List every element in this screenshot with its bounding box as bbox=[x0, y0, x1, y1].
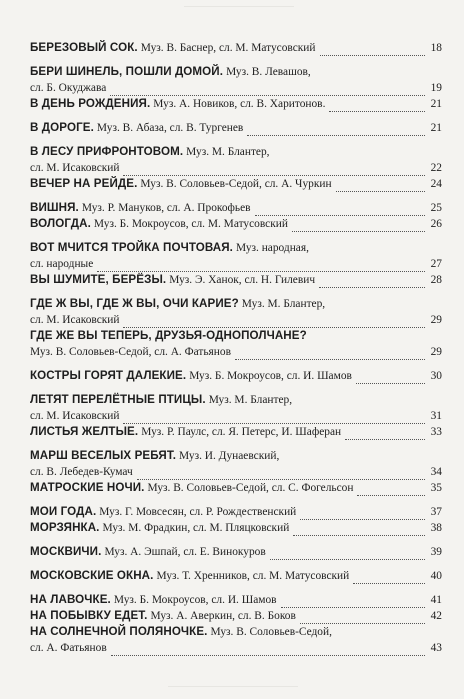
dot-leader bbox=[255, 205, 425, 216]
toc-entry bbox=[30, 240, 442, 272]
page-number: 19 bbox=[430, 82, 442, 94]
song-title: В ДЕНЬ РОЖДЕНИЯ. bbox=[30, 97, 151, 110]
toc-entry-first-line bbox=[30, 392, 442, 408]
toc-entry bbox=[30, 96, 442, 112]
song-title: ГДЕ ЖЕ ВЫ ТЕПЕРЬ, ДРУЗЬЯ-ОДНОПОЛЧАНЕ? bbox=[30, 329, 307, 342]
toc-entry bbox=[30, 328, 442, 360]
toc-entry-continuation bbox=[30, 464, 442, 480]
page-number: 37 bbox=[430, 506, 442, 518]
song-credits-continued: сл. М. Исаковский bbox=[30, 314, 120, 326]
toc-entry-first-line bbox=[30, 424, 442, 440]
toc-entry-first-line bbox=[30, 504, 442, 520]
toc-entry bbox=[30, 296, 442, 328]
song-credits: Муз. В. Соловьев-Седой, bbox=[210, 626, 332, 638]
page-number: 26 bbox=[430, 218, 442, 230]
song-credits: Муз. Р. Паулс, сл. Я. Петерс, И. Шаферан bbox=[141, 426, 342, 438]
song-credits-continued: сл. М. Исаковский bbox=[30, 410, 120, 422]
dot-leader bbox=[123, 317, 424, 328]
toc-entry-first-line bbox=[30, 296, 442, 312]
toc-entry-continuation bbox=[30, 80, 442, 96]
toc-entry-first-line bbox=[30, 216, 442, 232]
toc-entry-first-line bbox=[30, 328, 442, 344]
song-title: НА ЛАВОЧКЕ. bbox=[30, 593, 111, 606]
toc-entry bbox=[30, 520, 442, 536]
toc-entry-first-line bbox=[30, 64, 442, 80]
song-title: В ДОРОГЕ. bbox=[30, 121, 94, 134]
dot-leader bbox=[353, 573, 424, 584]
song-credits: Муз. А. Новиков, сл. В. Харитонов. bbox=[153, 98, 326, 110]
dot-leader bbox=[300, 509, 424, 520]
toc-entry-first-line bbox=[30, 120, 442, 136]
toc-entry bbox=[30, 200, 442, 216]
dot-leader bbox=[137, 469, 425, 480]
song-credits: Муз. В. Левашов, bbox=[226, 66, 311, 78]
dot-leader bbox=[111, 645, 425, 656]
toc-entry-first-line bbox=[30, 368, 442, 384]
toc-entry bbox=[30, 448, 442, 480]
dot-leader bbox=[336, 181, 425, 192]
toc-entry bbox=[30, 608, 442, 624]
page-number: 41 bbox=[430, 594, 442, 606]
toc-entry bbox=[30, 504, 442, 520]
song-credits: Муз. Э. Ханок, сл. Н. Гилевич bbox=[169, 274, 316, 286]
page-number: 27 bbox=[430, 258, 442, 270]
page-number: 43 bbox=[430, 642, 442, 654]
toc-entry bbox=[30, 272, 442, 288]
toc-entry-first-line bbox=[30, 480, 442, 496]
dot-leader bbox=[356, 373, 425, 384]
toc-entry-first-line bbox=[30, 176, 442, 192]
dot-leader bbox=[110, 85, 424, 96]
song-title: МОСКОВСКИЕ ОКНА. bbox=[30, 569, 154, 582]
song-title: МОСКВИЧИ. bbox=[30, 545, 102, 558]
song-title: МОРЗЯНКА. bbox=[30, 521, 100, 534]
toc-entry-continuation bbox=[30, 344, 442, 360]
toc-entry-continuation bbox=[30, 312, 442, 328]
page-footer-mark bbox=[168, 676, 298, 687]
toc-entry-continuation bbox=[30, 408, 442, 424]
toc-entry bbox=[30, 592, 442, 608]
dot-leader bbox=[345, 429, 424, 440]
page-number: 22 bbox=[430, 162, 442, 174]
song-credits: Муз. В. Соловьев-Седой, сл. А. Чуркин bbox=[140, 178, 332, 190]
page-number: 38 bbox=[430, 522, 442, 534]
toc-entry bbox=[30, 64, 442, 96]
toc-entry-first-line bbox=[30, 40, 442, 56]
page-number: 21 bbox=[430, 122, 442, 134]
toc-entry-first-line bbox=[30, 544, 442, 560]
page-number: 29 bbox=[430, 346, 442, 358]
song-credits-continued: сл. Б. Окуджава bbox=[30, 82, 107, 94]
page-number: 28 bbox=[430, 274, 442, 286]
song-credits-continued: сл. А. Фатьянов bbox=[30, 642, 107, 654]
song-credits: Муз. А. Эшпай, сл. Е. Винокуров bbox=[104, 546, 266, 558]
song-credits: Муз. М. Блантер, bbox=[208, 394, 293, 406]
toc-entry bbox=[30, 568, 442, 584]
song-credits: Муз. М. Фрадкин, сл. М. Пляцковский bbox=[102, 522, 290, 534]
toc-entry bbox=[30, 480, 442, 496]
song-credits: Муз. В. Баснер, сл. М. Матусовский bbox=[140, 42, 316, 54]
song-title: В ЛЕСУ ПРИФРОНТОВОМ. bbox=[30, 145, 184, 158]
song-credits: Муз. М. Блантер, bbox=[186, 146, 270, 158]
dot-leader bbox=[270, 549, 425, 560]
song-title: ГДЕ Ж ВЫ, ГДЕ Ж ВЫ, ОЧИ КАРИЕ? bbox=[30, 297, 239, 310]
page-number: 25 bbox=[430, 202, 442, 214]
page-header-mark bbox=[184, 6, 294, 25]
toc-entry bbox=[30, 424, 442, 440]
song-title: МАРШ ВЕСЕЛЫХ РЕБЯТ. bbox=[30, 449, 177, 462]
dot-leader bbox=[123, 413, 424, 424]
page-number: 18 bbox=[430, 42, 442, 54]
page-number: 30 bbox=[430, 370, 442, 382]
toc-entry-continuation bbox=[30, 160, 442, 176]
toc-entry bbox=[30, 368, 442, 384]
toc-entry-first-line bbox=[30, 608, 442, 624]
song-credits-continued: Муз. В. Соловьев-Седой, сл. А. Фатьянов bbox=[30, 346, 231, 358]
dot-leader bbox=[293, 525, 424, 536]
toc-entry-continuation bbox=[30, 640, 442, 656]
song-title: ВЕЧЕР НА РЕЙДЕ. bbox=[30, 177, 138, 190]
dot-leader bbox=[123, 165, 424, 176]
song-credits: Муз. В. Соловьев-Седой, сл. С. Фогельсон bbox=[147, 482, 354, 494]
song-title: ВОЛОГДА. bbox=[30, 217, 91, 230]
toc-entry-first-line bbox=[30, 592, 442, 608]
toc-entry-first-line bbox=[30, 200, 442, 216]
song-title: БЕРИ ШИНЕЛЬ, ПОШЛИ ДОМОЙ. bbox=[30, 65, 224, 78]
song-credits: Муз. Г. Мовсесян, сл. Р. Рождественский bbox=[99, 506, 297, 518]
song-title: ЛЕТЯТ ПЕРЕЛЁТНЫЕ ПТИЦЫ. bbox=[30, 393, 206, 406]
song-title: КОСТРЫ ГОРЯТ ДАЛЕКИЕ. bbox=[30, 369, 187, 382]
dot-leader bbox=[357, 485, 424, 496]
page-number: 31 bbox=[430, 410, 442, 422]
dot-leader bbox=[247, 125, 424, 136]
dot-leader bbox=[281, 597, 425, 608]
toc-entry bbox=[30, 392, 442, 424]
toc-entry-first-line bbox=[30, 624, 442, 640]
dot-leader bbox=[235, 349, 425, 360]
dot-leader bbox=[292, 221, 425, 232]
page-number: 33 bbox=[430, 426, 442, 438]
song-title: БЕРЕЗОВЫЙ СОК. bbox=[30, 41, 138, 54]
toc-entry-first-line bbox=[30, 448, 442, 464]
song-title: НА СОЛНЕЧНОЙ ПОЛЯНОЧКЕ. bbox=[30, 625, 208, 638]
song-credits: Муз. Р. Мануков, сл. А. Прокофьев bbox=[81, 202, 251, 214]
page-number: 21 bbox=[430, 98, 442, 110]
song-title: МОИ ГОДА. bbox=[30, 505, 97, 518]
page-number: 24 bbox=[430, 178, 442, 190]
song-title: ВЫ ШУМИТЕ, БЕРЁЗЫ. bbox=[30, 273, 167, 286]
song-credits-continued: сл. М. Исаковский bbox=[30, 162, 120, 174]
toc-entry bbox=[30, 544, 442, 560]
toc-entry-first-line bbox=[30, 272, 442, 288]
toc-entry-first-line bbox=[30, 96, 442, 112]
toc-entry-first-line bbox=[30, 144, 442, 160]
page-number: 40 bbox=[430, 570, 442, 582]
page-number: 39 bbox=[430, 546, 442, 558]
page-number: 35 bbox=[430, 482, 442, 494]
song-title: НА ПОБЫВКУ ЕДЕТ. bbox=[30, 609, 148, 622]
song-credits: Муз. народная, bbox=[235, 242, 309, 254]
song-title: ВОТ МЧИТСЯ ТРОЙКА ПОЧТОВАЯ. bbox=[30, 241, 233, 254]
toc-entry-first-line bbox=[30, 520, 442, 536]
song-credits: Муз. Т. Хренников, сл. М. Матусовский bbox=[156, 570, 350, 582]
song-credits: Муз. И. Дунаевский, bbox=[179, 450, 280, 462]
dot-leader bbox=[329, 101, 424, 112]
dot-leader bbox=[300, 613, 425, 624]
song-credits-continued: сл. народные bbox=[30, 258, 94, 270]
dot-leader bbox=[319, 277, 425, 288]
toc-entry-first-line bbox=[30, 240, 442, 256]
dot-leader bbox=[320, 45, 425, 56]
page-number: 42 bbox=[430, 610, 442, 622]
song-credits: Муз. Б. Мокроусов, сл. И. Шамов bbox=[113, 594, 277, 606]
toc-entry bbox=[30, 120, 442, 136]
page-number: 29 bbox=[430, 314, 442, 326]
song-credits: Муз. Б. Мокроусов, сл. М. Матусовский bbox=[93, 218, 288, 230]
song-title: ЛИСТЬЯ ЖЕЛТЫЕ. bbox=[30, 425, 139, 438]
song-credits: Муз. Б. Мокроусов, сл. И. Шамов bbox=[189, 370, 352, 382]
toc-entry bbox=[30, 40, 442, 56]
toc-entry bbox=[30, 216, 442, 232]
toc-entry-continuation bbox=[30, 256, 442, 272]
toc-entry bbox=[30, 176, 442, 192]
song-credits: Муз. В. Абаза, сл. В. Тургенев bbox=[96, 122, 244, 134]
song-title: ВИШНЯ. bbox=[30, 201, 79, 214]
toc-entry bbox=[30, 144, 442, 176]
song-credits: Муз. А. Аверкин, сл. В. Боков bbox=[150, 610, 296, 622]
song-title: МАТРОСКИЕ НОЧИ. bbox=[30, 481, 145, 494]
song-credits-continued: сл. В. Лебедев-Кумач bbox=[30, 466, 133, 478]
song-credits: Муз. М. Блантер, bbox=[241, 298, 326, 310]
dot-leader bbox=[97, 261, 424, 272]
page-number: 34 bbox=[430, 466, 442, 478]
toc-entry-first-line bbox=[30, 568, 442, 584]
toc-entry bbox=[30, 624, 442, 656]
